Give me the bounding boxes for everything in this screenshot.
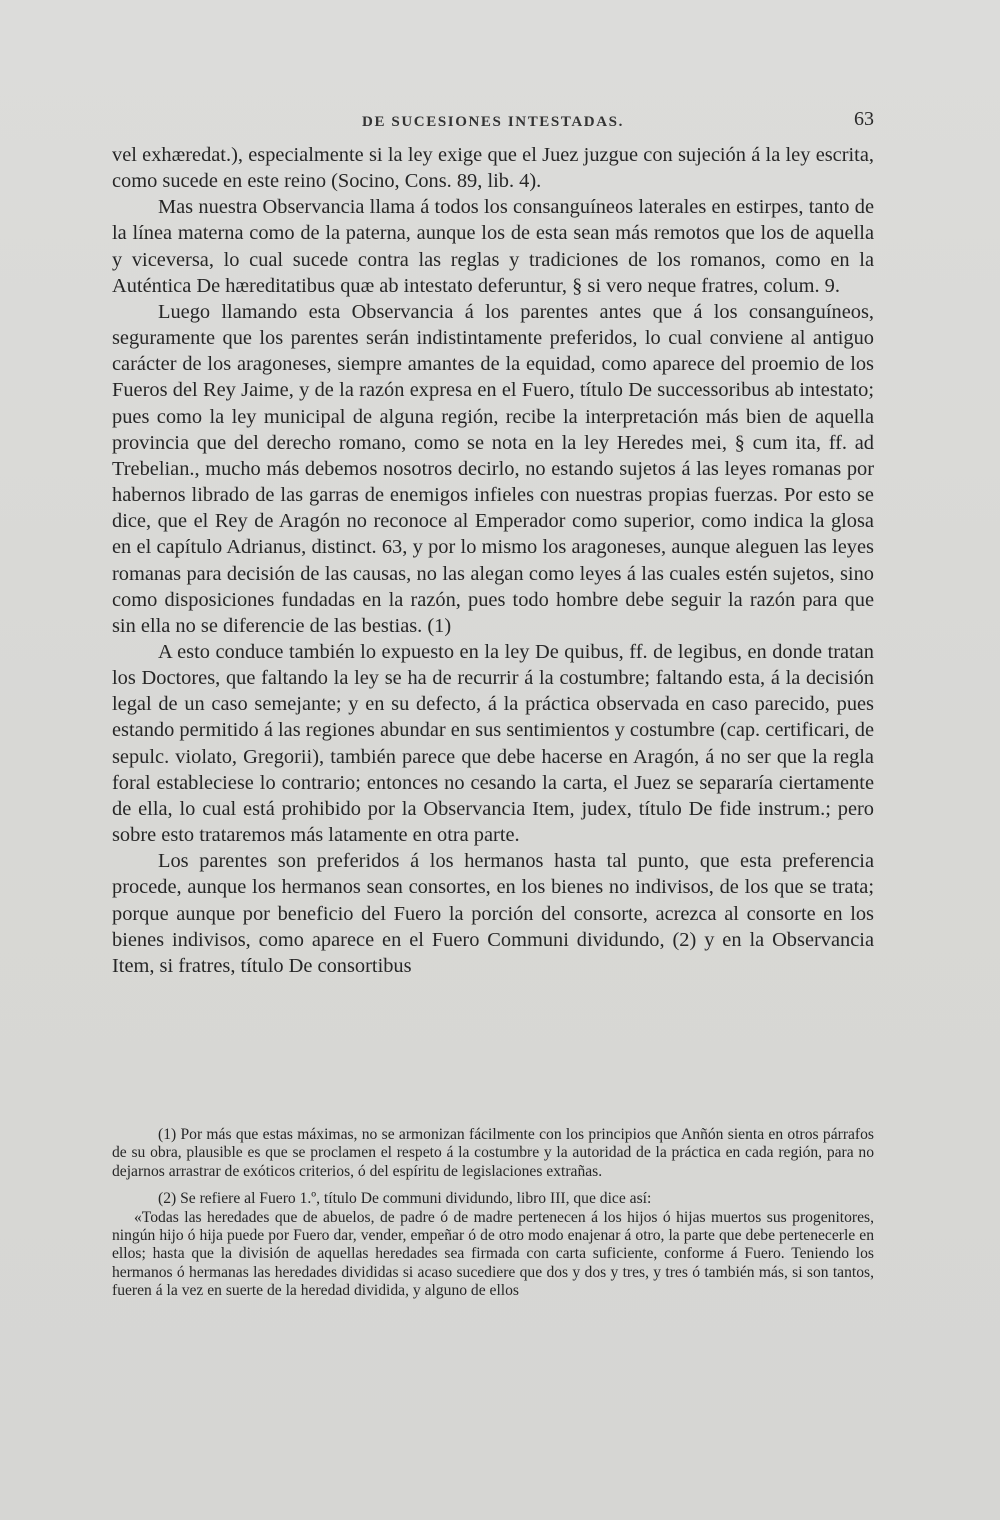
paragraph: A esto conduce también lo expuesto en la ley De quibus, ff. de legibus, en donde tratan los Doctores, que faltando la ley se ha de recurrir á la costumbre; faltando esta, á la decisión legal de un caso semejante; y en su defecto, á la práctica observada en caso parecido, pues estando permitido á las regiones abundar en sus sentimientos y costumbre (cap. certificari, de sepulc. violato, Gregorii), también parece que debe hacerse en Aragón, á no ser que la regla foral estableciese lo contrario; entonces no cesando la carta, el Juez se separaría ciertamente de ella, lo cual está prohibido por la Observancia Item, judex, título De fide instrum.; pero sobre esto trataremos más latamente en otra parte. xyxy=(112,640,874,847)
paragraph: Mas nuestra Observancia llama á todos los consanguíneos laterales en estirpes, tanto de la línea materna como de la paterna, aunque los de esta sean más remotos que los de aquella y viceversa, lo cual sucede contra las reglas y tradiciones de los romanos, como en la Auténtica De hæreditatibus quæ ab intestato deferuntur, § si vero neque fratres, colum. 9. xyxy=(112,196,874,297)
paragraph: vel exhæredat.), especialmente si la ley exige que el Juez juzgue con sujeción á la ley escrita, como sucede en este reino (Socino, Cons. 89, lib. 4). xyxy=(112,144,874,193)
page-header xyxy=(112,108,874,138)
footnote: (1) Por más que estas máximas, no se armonizan fácilmente con los principios que Anñón sienta en otros párrafos de su obra, plausible es que se proclamen el respeto á la costumbre y la autoridad de la práctica en cada región, para no dejarnos arrastrar de exóticos criterios, ó del espíritu de legislaciones extrañas. xyxy=(112,1126,874,1180)
page-number: 63 xyxy=(854,108,874,130)
main-text xyxy=(112,142,874,979)
paragraph: Luego llamando esta Observancia á los parentes antes que á los consanguíneos, seguramente que los parentes serán indistintamente preferidos, lo cual conviene al antiguo carácter de los aragoneses, siempre amantes de la equidad, como aparece del proemio de los Fueros del Rey Jaime, y de la razón expresa en el Fuero, título De successoribus ab intestato; pues como la ley municipal de alguna región, recibe la interpretación más bien de aquella provincia que del derecho romano, como se nota en la ley Heredes mei, § cum ita, ff. ad Trebelian., mucho más debemos nosotros decirlo, no estando sujetos á las leyes romanas por habernos librado de las garras de enemigos infieles con nuestras propias fuerzas. Por esto se dice, que el Rey de Aragón no reconoce al Emperador como superior, como indica la glosa en el capítulo Adrianus, distinct. 63, y por lo mismo los aragoneses, aunque aleguen las leyes romanas para decisión de las causas, no las alegan como leyes á las cuales estén sujetos, sino como disposiciones fundadas en la razón, pues todo hombre debe seguir la razón para que sin ella no se diferencie de las bestias. (1) xyxy=(112,300,874,637)
footnote: (2) Se refiere al Fuero 1.º, título De communi dividundo, libro III, que dice así: xyxy=(158,1190,652,1208)
footnotes xyxy=(112,1126,874,1301)
running-title: DE SUCESIONES INTESTADAS. xyxy=(362,114,624,130)
paragraph: Los parentes son preferidos á los hermanos hasta tal punto, que esta preferencia procede, aunque los hermanos sean consortes, en los bienes no indivisos, de los que se trata; porque aunque por beneficio del Fuero la porción del consorte, acrezca al consorte en los bienes indivisos, como aparece en el Fuero Communi dividundo, (2) y en la Observancia Item, si fratres, título De consortibus xyxy=(112,850,874,977)
footnote-quote: «Todas las heredades que de abuelos, de padre ó de madre pertenecen á los hijos ó hijas muertos sus progenitores, ningún hijo ó hija puede por Fuero dar, vender, empeñar ó de otro modo enajenar á otro, la parte que debe pertenecerle en ellos; hasta que la división de aquellas heredades sea firmada con carta suficiente, conforme á Fuero. Teniendo los hermanos ó hermanas las heredades divididas si acaso sucediere que dos y dos y tres, y tres ó también más, si son tantos, fueren á la vez en suerte de la heredad dividida, y alguno de ellos xyxy=(112,1208,874,1300)
